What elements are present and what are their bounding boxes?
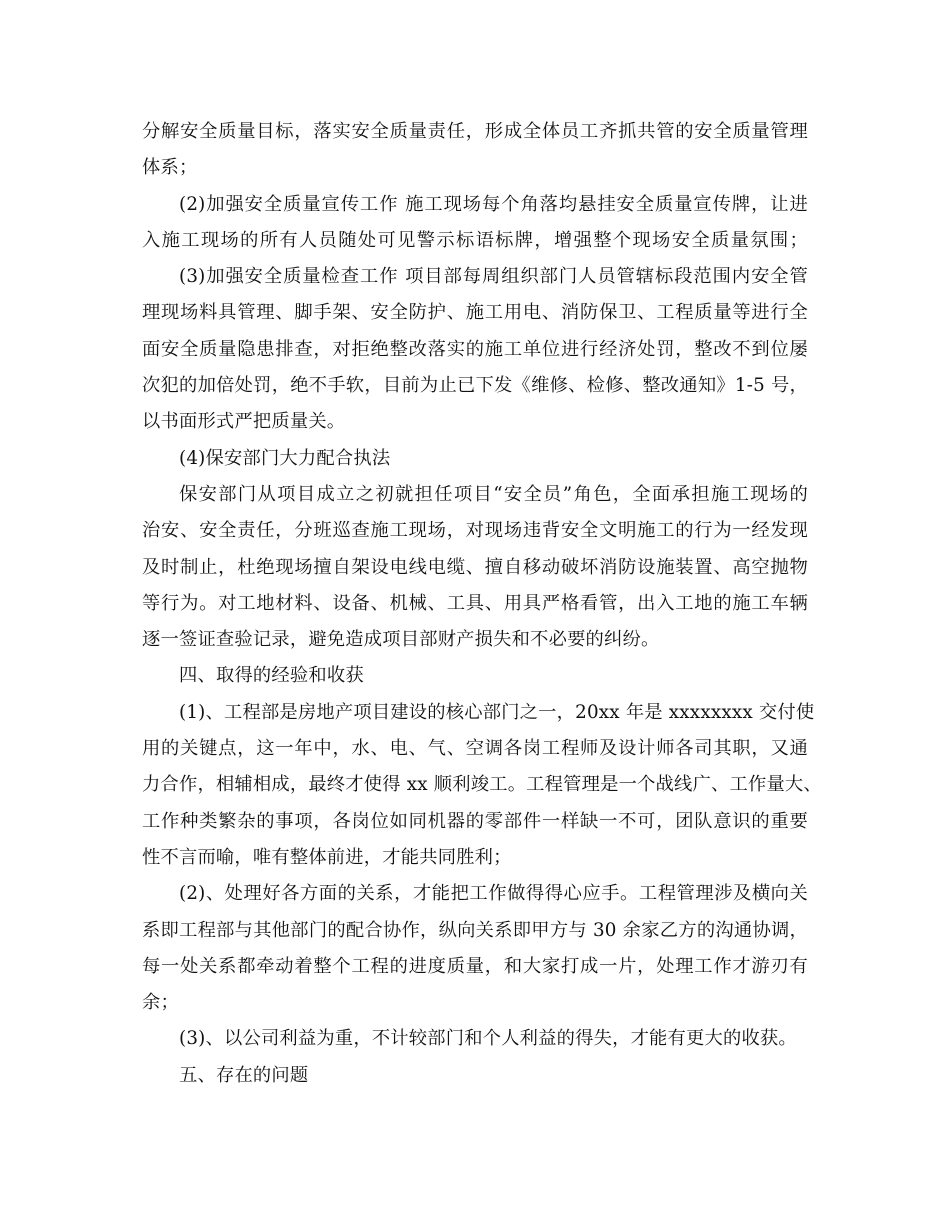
text-line: 等行为。对工地材料、设备、机械、工具、用具严格看管，出入工地的施工车辆: [142, 592, 808, 614]
text-line: 入施工现场的所有人员随处可见警示标语标牌，增强整个现场安全质量氛围；: [142, 229, 808, 251]
text-line: 性不言而喻，唯有整体前进，才能共同胜利；: [142, 846, 512, 868]
text-line: 体系；: [142, 157, 198, 179]
text-line: (1)、工程部是房地产项目建设的核心部门之一，20xx 年是 xxxxxxxx 交付使: [179, 701, 815, 723]
text-line: 分解安全质量目标，落实安全质量责任，形成全体员工齐抓共管的安全质量管理: [142, 121, 808, 142]
text-line: 以书面形式严把质量关。: [142, 411, 346, 433]
text-line: (3)加强安全质量检查工作 项目部每周组织部门人员管辖标段范围内安全管: [179, 266, 808, 288]
text-line: 次犯的加倍处罚，绝不手软，目前为止已下发《维修、检修、整改通知》1-5 号，: [142, 375, 808, 397]
text-line: 余；: [142, 992, 179, 1014]
text-line: (3)、以公司利益为重，不计较部门和个人利益的得失，才能有更大的收获。: [179, 1028, 797, 1050]
text-line: 每一处关系都牵动着整个工程的进度质量，和大家打成一片，处理工作才游刃有: [142, 955, 808, 977]
text-line: 五、存在的问题: [179, 1064, 309, 1086]
text-line: 保安部门从项目成立之初就担任项目“安全员”角色，全面承担施工现场的: [179, 483, 808, 505]
text-line: 工作种类繁杂的事项，各岗位如同机器的零部件一样缺一不可，团队意识的重要: [142, 810, 808, 832]
text-line: 治安、安全责任，分班巡查施工现场，对现场违背安全文明施工的行为一经发现: [142, 520, 808, 542]
text-line: 面安全质量隐患排查，对拒绝整改落实的施工单位进行经济处罚，整改不到位屡: [142, 338, 808, 360]
text-line: 力合作，相辅相成，最终才使得 xx 顺利竣工。工程管理是一个战线广、工作量大、: [142, 774, 822, 796]
text-line: 逐一签证查验记录，避免造成项目部财产损失和不必要的纠纷。: [142, 629, 660, 651]
text-line: (2)、处理好各方面的关系，才能把工作做得得心应手。工程管理涉及横向关: [179, 883, 808, 905]
text-line: 系即工程部与其他部门的配合协作，纵向关系即甲方与 30 余家乙方的沟通协调，: [142, 919, 808, 941]
text-line: (2)加强安全质量宣传工作 施工现场每个角落均悬挂安全质量宣传牌，让进: [179, 193, 808, 215]
text-line: 用的关键点，这一年中，水、电、气、空调各岗工程师及设计师各司其职，又通: [142, 738, 808, 760]
text-line: 四、取得的经验和收获: [179, 665, 364, 687]
text-line: 及时制止，杜绝现场擅自架设电线电缆、擅自移动破坏消防设施装置、高空抛物: [142, 556, 808, 578]
text-line: (4)保安部门大力配合执法: [179, 447, 391, 469]
document-body: [142, 114, 822, 1094]
text-line: 理现场料具管理、脚手架、安全防护、施工用电、消防保卫、工程质量等进行全: [142, 302, 808, 324]
